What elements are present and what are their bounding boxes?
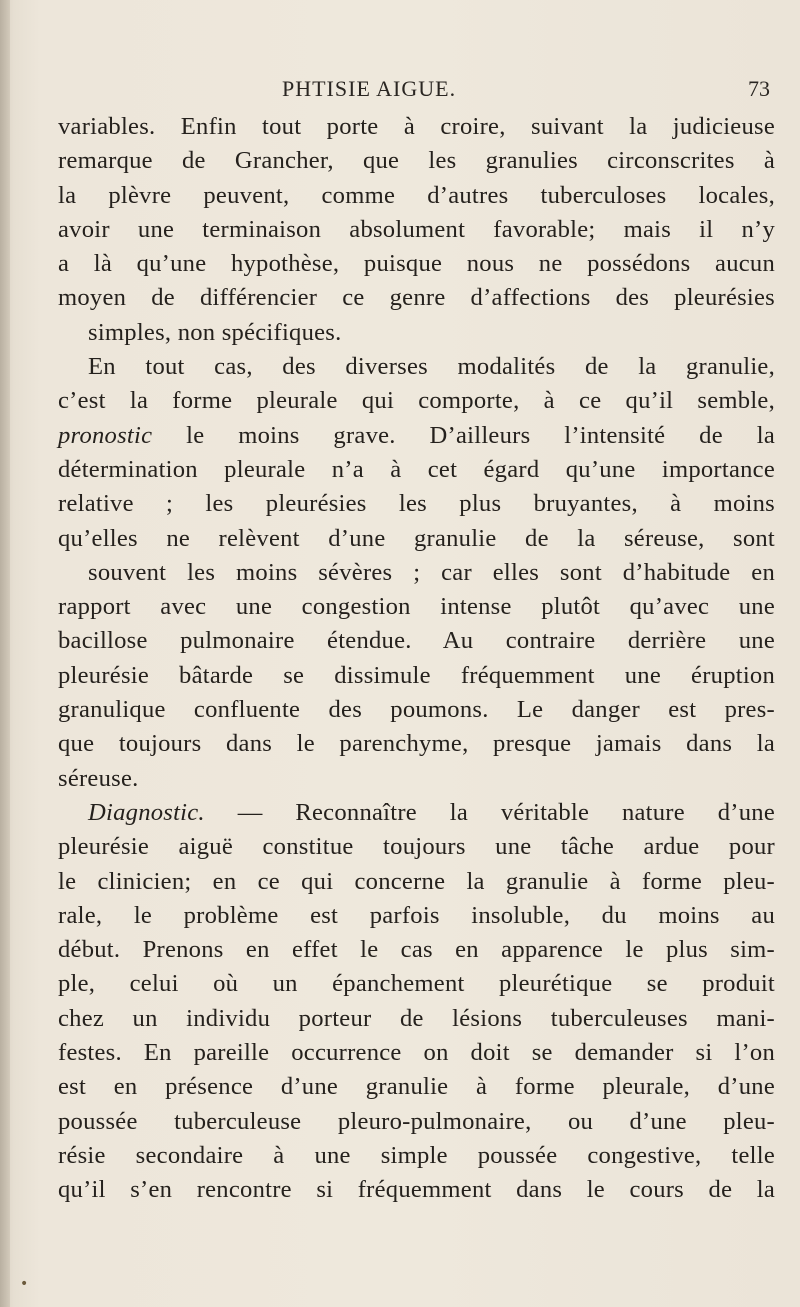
text-line: relative ; les pleurésies les plus bruyantes, à moins xyxy=(58,490,775,518)
text-line: est en présence d’une granulie à forme pleurale, d’une xyxy=(58,1073,775,1101)
text-line: simples, non spécifiques. xyxy=(88,318,342,346)
text-line: que toujours dans le parenchyme, presque jamais dans la xyxy=(58,730,775,758)
text-line: chez un individu porteur de lésions tuberculeuses mani- xyxy=(58,1004,775,1032)
text-line: début. Prenons en effet le cas en apparence le plus sim- xyxy=(58,936,775,964)
page-gutter-shadow xyxy=(0,0,10,1307)
text-line: le clinicien; en ce qui concerne la granulie à forme pleu- xyxy=(58,867,775,895)
text-line: rapport avec une congestion intense plutôt qu’avec une xyxy=(58,593,775,621)
body-text xyxy=(58,110,775,1208)
page-number: 73 xyxy=(748,76,770,101)
text-line: c’est la forme pleurale qui comporte, à ce qu’il semble, xyxy=(58,387,775,415)
text-line: granulique confluente des poumons. Le danger est pres- xyxy=(58,696,775,724)
text-line: poussée tuberculeuse pleuro-pulmonaire, ou d’une pleu- xyxy=(58,1107,775,1135)
text-line: avoir une terminaison absolument favorable; mais il n’y xyxy=(58,215,775,243)
text-line: la plèvre peuvent, comme d’autres tuberculoses locales, xyxy=(58,181,775,209)
text-line: détermination pleurale n’a à cet égard qu’une importance xyxy=(58,455,775,483)
italic-pronostic: pronostic xyxy=(58,421,153,449)
text-line: pleurésie bâtarde se dissimule fréquemment une éruption xyxy=(58,661,775,689)
text-line-diagnostic xyxy=(58,796,775,830)
page-header xyxy=(0,76,800,106)
text-line: résie secondaire à une simple poussée congestive, telle xyxy=(58,1141,775,1169)
text-line: séreuse. xyxy=(58,764,139,792)
text-line-pronostic xyxy=(58,419,775,453)
italic-diagnostic: Diagnostic. xyxy=(88,798,205,826)
text-line: souvent les moins sévères ; car elles sont d’habitude en xyxy=(88,558,775,586)
text-line: bacillose pulmonaire étendue. Au contraire derrière une xyxy=(58,627,775,655)
text-line: variables. Enfin tout porte à croire, suivant la judicieuse xyxy=(58,113,775,140)
text-line: pleurésie aiguë constitue toujours une tâche ardue pour xyxy=(58,833,775,861)
text-line: En tout cas, des diverses modalités de la granulie, xyxy=(88,353,775,381)
text-fragment: — Reconnaître la véritable nature d’une xyxy=(237,798,775,826)
ink-speck: • xyxy=(20,1276,29,1292)
text-line: ple, celui où un épanchement pleurétique se produit xyxy=(58,970,775,998)
text-fragment: le moins grave. D’ailleurs l’intensité de la xyxy=(186,421,775,449)
text-line: qu’elles ne relèvent d’une granulie de la séreuse, sont xyxy=(58,524,775,552)
text-line: qu’il s’en rencontre si fréquemment dans le cours de la xyxy=(58,1176,775,1204)
text-line: remarque de Grancher, que les granulies circonscrites à xyxy=(58,147,775,175)
text-line: moyen de différencier ce genre d’affections des pleurésies xyxy=(58,284,775,312)
text-line: a là qu’une hypothèse, puisque nous ne possédons aucun xyxy=(58,250,775,278)
text-line: rale, le problème est parfois insoluble, du moins au xyxy=(58,901,775,929)
running-title: PHTISIE AIGUE. xyxy=(282,76,457,101)
text-line: festes. En pareille occurrence on doit se demander si l’on xyxy=(58,1039,775,1067)
